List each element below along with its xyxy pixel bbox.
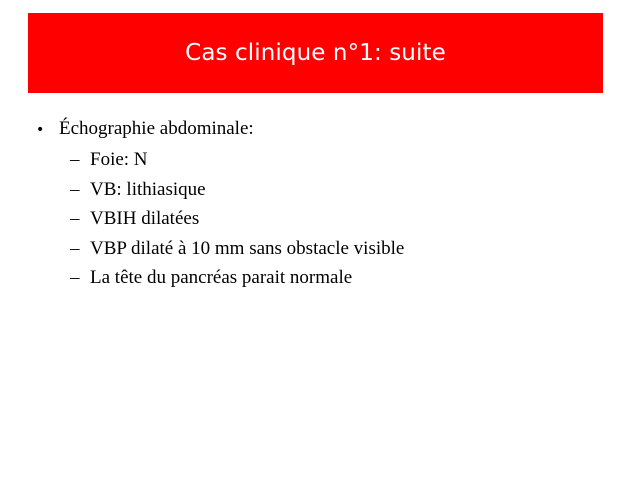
- sub-bullet-text: VB: lithiasique: [90, 178, 206, 200]
- sub-bullet-pancreas: [70, 263, 596, 293]
- main-bullet: [36, 114, 596, 145]
- main-bullet-text: Échographie abdominale:: [59, 118, 254, 139]
- dash-marker: –: [70, 237, 80, 259]
- sub-bullet-liver: [70, 145, 596, 175]
- sub-bullet-text: Foie: N: [90, 149, 148, 170]
- dash-marker: –: [70, 208, 80, 229]
- sub-bullet-text: VBP dilaté à 10 mm sans obstacle visible: [90, 237, 405, 259]
- sub-bullet-list: [36, 145, 596, 293]
- sub-bullet-common-bile-duct: [70, 234, 596, 264]
- title-bar: [28, 13, 603, 93]
- slide-content: [36, 114, 596, 293]
- sub-bullet-text: VBIH dilatées: [90, 208, 200, 229]
- sub-bullet-text: La tête du pancréas parait normale: [90, 267, 353, 288]
- dash-marker: –: [70, 149, 80, 170]
- sub-bullet-gallbladder: [70, 175, 596, 205]
- slide-title: Cas clinique n°1: suite: [185, 40, 446, 66]
- bullet-marker: •: [36, 122, 45, 138]
- sub-bullet-intrahepatic-ducts: [70, 204, 596, 234]
- dash-marker: –: [70, 178, 80, 200]
- dash-marker: –: [70, 267, 80, 288]
